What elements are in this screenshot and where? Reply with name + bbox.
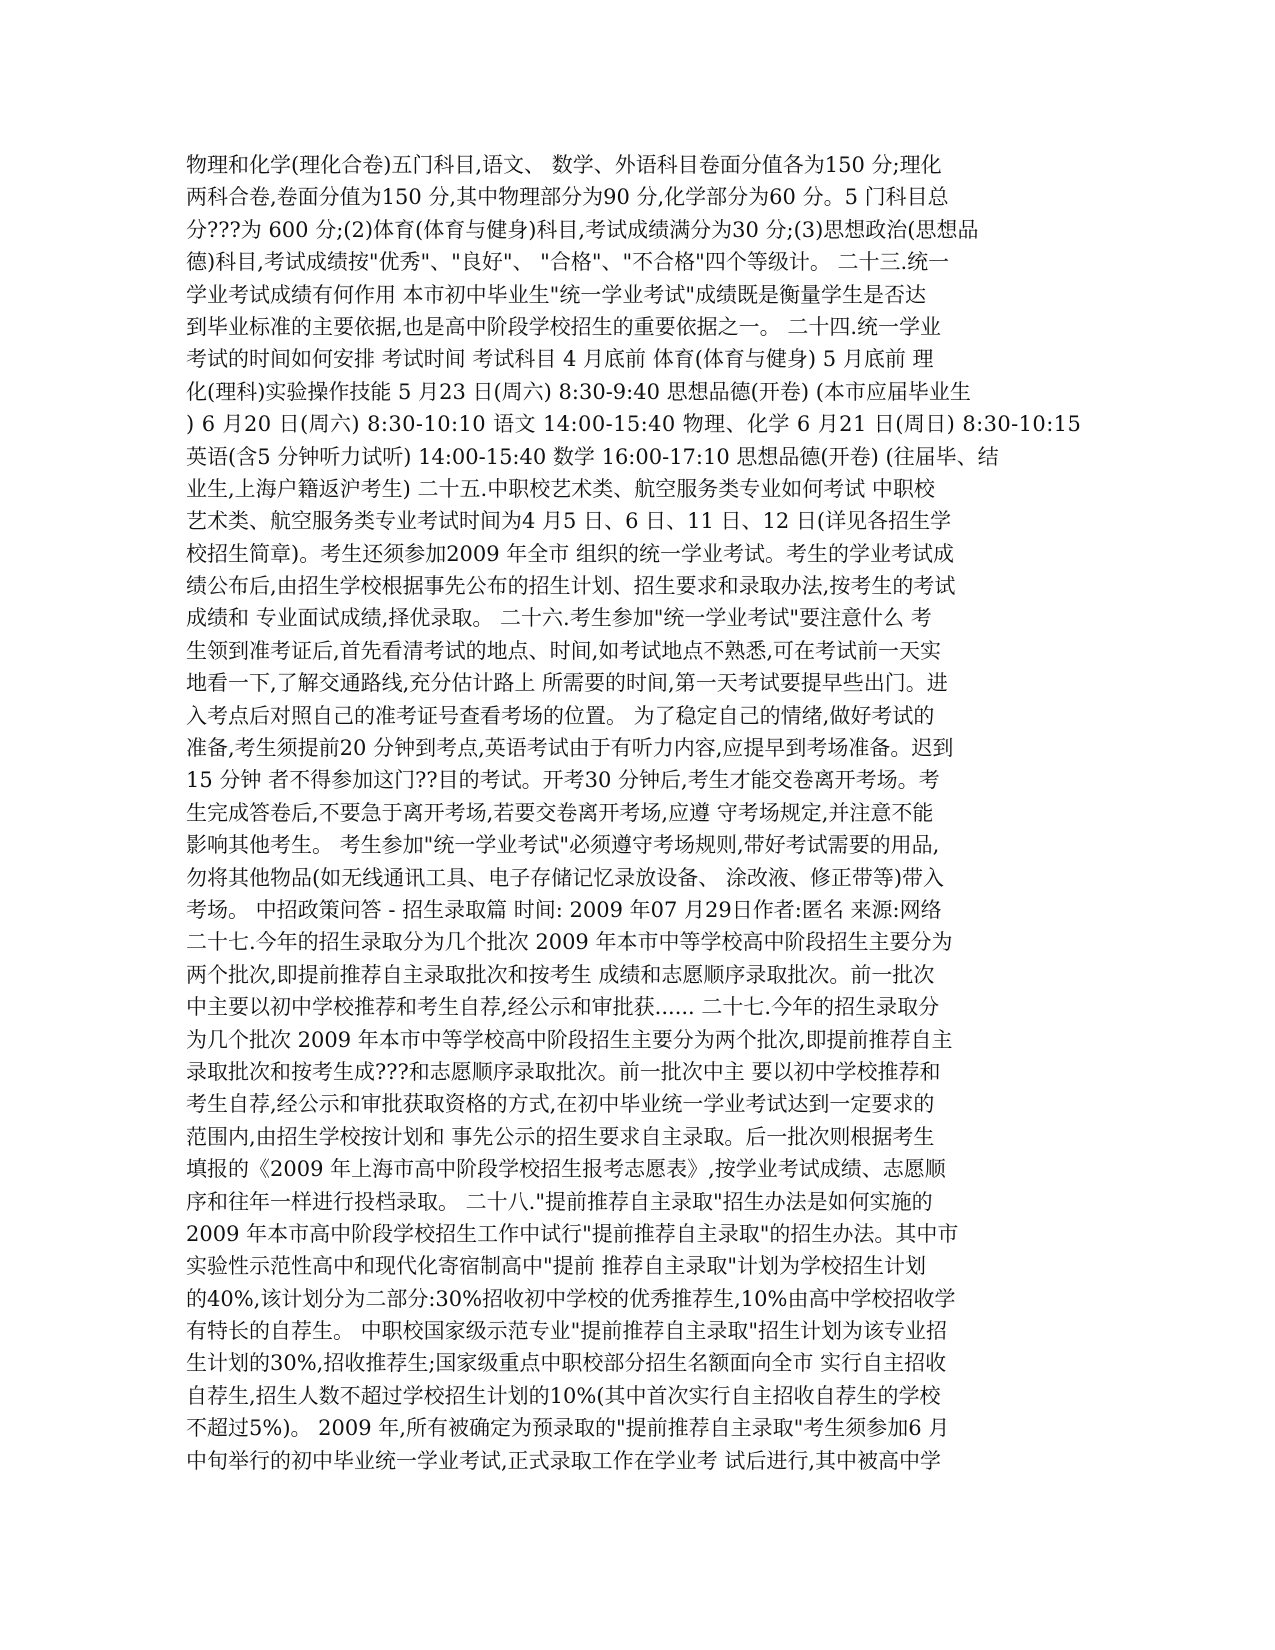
text-line: ) 6 月20 日(周六) 8:30-10:10 语文 14:00-15:40 物理、化学 6 月21 日(周日) 8:30-10:15 [186, 412, 1082, 437]
text-line: 生领到准考证后,首先看清考试的地点、时间,如考试地点不熟悉,可在考试前一天实 [186, 638, 942, 663]
text-line: 序和往年一样进行投档录取。 二十八."提前推荐自主录取"招生办法是如何实施的 [186, 1189, 933, 1214]
text-line: 实验性示范性高中和现代化寄宿制高中"提前 推荐自主录取"计划为学校招生计划 [186, 1254, 926, 1279]
text-line: 中主要以初中学校推荐和考生自荐,经公示和审批获...... 二十七.今年的招生录取分 [186, 995, 940, 1020]
text-line: 考场。 中招政策问答 - 招生录取篇 时间: 2009 年07 月29日作者:匿名 来源:网络 [186, 897, 942, 922]
text-line: 生完成答卷后,不要急于离开考场,若要交卷离开考场,应遵 守考场规定,并注意不能 [186, 800, 934, 825]
text-line: 不超过5%)。 2009 年,所有被确定为预录取的"提前推荐自主录取"考生须参加6 月 [186, 1416, 950, 1441]
text-line: 成绩和 专业面试成绩,择优录取。 二十六.考生参加"统一学业考试"要注意什么 考 [186, 606, 932, 631]
text-line: 2009 年本市高中阶段学校招生工作中试行"提前推荐自主录取"的招生办法。其中市 [186, 1221, 959, 1246]
text-line: 学业考试成绩有何作用 本市初中毕业生"统一学业考试"成绩既是衡量学生是否达 [186, 282, 926, 307]
text-line: 绩公布后,由招生学校根据事先公布的招生计划、招生要求和录取办法,按考生的考试 [186, 574, 956, 599]
text-line: 15 分钟 者不得参加这门??目的考试。开考30 分钟后,考生才能交卷离开考场。考 [186, 768, 940, 793]
text-line: 录取批次和按考生成???和志愿顺序录取批次。前一批次中主 要以初中学校推荐和 [186, 1059, 941, 1084]
text-line: 两科合卷,卷面分值为150 分,其中物理部分为90 分,化学部分为60 分。5 门科目总 [186, 185, 949, 210]
text-line: 艺术类、航空服务类专业考试时间为4 月5 日、6 日、11 日、12 日(详见各招生学 [186, 509, 952, 534]
text-line: 填报的《2009 年上海市高中阶段学校招生报考志愿表》,按学业考试成绩、志愿顺 [186, 1157, 946, 1182]
text-line: 考生自荐,经公示和审批获取资格的方式,在初中毕业统一学业考试达到一定要求的 [186, 1092, 935, 1117]
text-line: 生计划的30%,招收推荐生;国家级重点中职校部分招生名额面向全市 实行自主招收 [186, 1351, 947, 1376]
text-line: 分???为 600 分;(2)体育(体育与健身)科目,考试成绩满分为30 分;(3)思想政治(思想品 [186, 217, 979, 242]
text-line: 影响其他考生。 考生参加"统一学业考试"必须遵守考场规则,带好考试需要的用品, [186, 833, 940, 858]
text-line: 范围内,由招生学校按计划和 事先公示的招生要求自主录取。后一批次则根据考生 [186, 1124, 935, 1149]
text-line: 地看一下,了解交通路线,充分估计路上 所需要的时间,第一天考试要提早些出门。进 [186, 671, 948, 696]
text-line: 有特长的自荐生。 中职校国家级示范专业"提前推荐自主录取"招生计划为该专业招 [186, 1319, 947, 1344]
text-line: 考试的时间如何安排 考试时间 考试科目 4 月底前 体育(体育与健身) 5 月底前 理 [186, 347, 934, 372]
text-line: 英语(含5 分钟听力试听) 14:00-15:40 数学 16:00-17:10 思想品德(开卷) (往届毕、结 [186, 444, 999, 469]
document-body-text [186, 149, 1086, 1477]
text-line: 到毕业标准的主要依据,也是高中阶段学校招生的重要依据之一。 二十四.统一学业 [186, 314, 942, 339]
text-line: 准备,考生须提前20 分钟到考点,英语考试由于有听力内容,应提早到考场准备。迟到 [186, 736, 954, 761]
text-line: 业生,上海户籍返沪考生) 二十五.中职校艺术类、航空服务类专业如何考试 中职校 [186, 476, 935, 501]
text-line: 物理和化学(理化合卷)五门科目,语文、 数学、外语科目卷面分值各为150 分;理化 [186, 153, 942, 177]
text-line: 的40%,该计划分为二部分:30%招收初中学校的优秀推荐生,10%由高中学校招收学 [186, 1286, 956, 1311]
text-line: 为几个批次 2009 年本市中等学校高中阶段招生主要分为两个批次,即提前推荐自主 [186, 1027, 953, 1052]
text-line: 勿将其他物品(如无线通讯工具、电子存储记忆录放设备、 涂改液、修正带等)带入 [186, 865, 945, 890]
text-line: 德)科目,考试成绩按"优秀"、"良好"、 "合格"、"不合格"四个等级计。 二十三.统一 [186, 250, 950, 275]
text-line: 二十七.今年的招生录取分为几个批次 2009 年本市中等学校高中阶段招生主要分为 [186, 930, 953, 955]
text-line: 化(理科)实验操作技能 5 月23 日(周六) 8:30-9:40 思想品德(开卷) (本市应届毕业生 [186, 379, 971, 404]
text-line: 中旬举行的初中毕业统一学业考试,正式录取工作在学业考 试后进行,其中被高中学 [186, 1448, 942, 1473]
text-line: 校招生简章)。考生还须参加2009 年全市 组织的统一学业考试。考生的学业考试成 [186, 541, 954, 566]
text-line: 两个批次,即提前推荐自主录取批次和按考生 成绩和志愿顺序录取批次。前一批次 [186, 962, 935, 987]
text-line: 自荐生,招生人数不超过学校招生计划的10%(其中首次实行自主招收自荐生的学校 [186, 1383, 941, 1408]
text-line: 入考点后对照自己的准考证号查看考场的位置。 为了稳定自己的情绪,做好考试的 [186, 703, 935, 728]
